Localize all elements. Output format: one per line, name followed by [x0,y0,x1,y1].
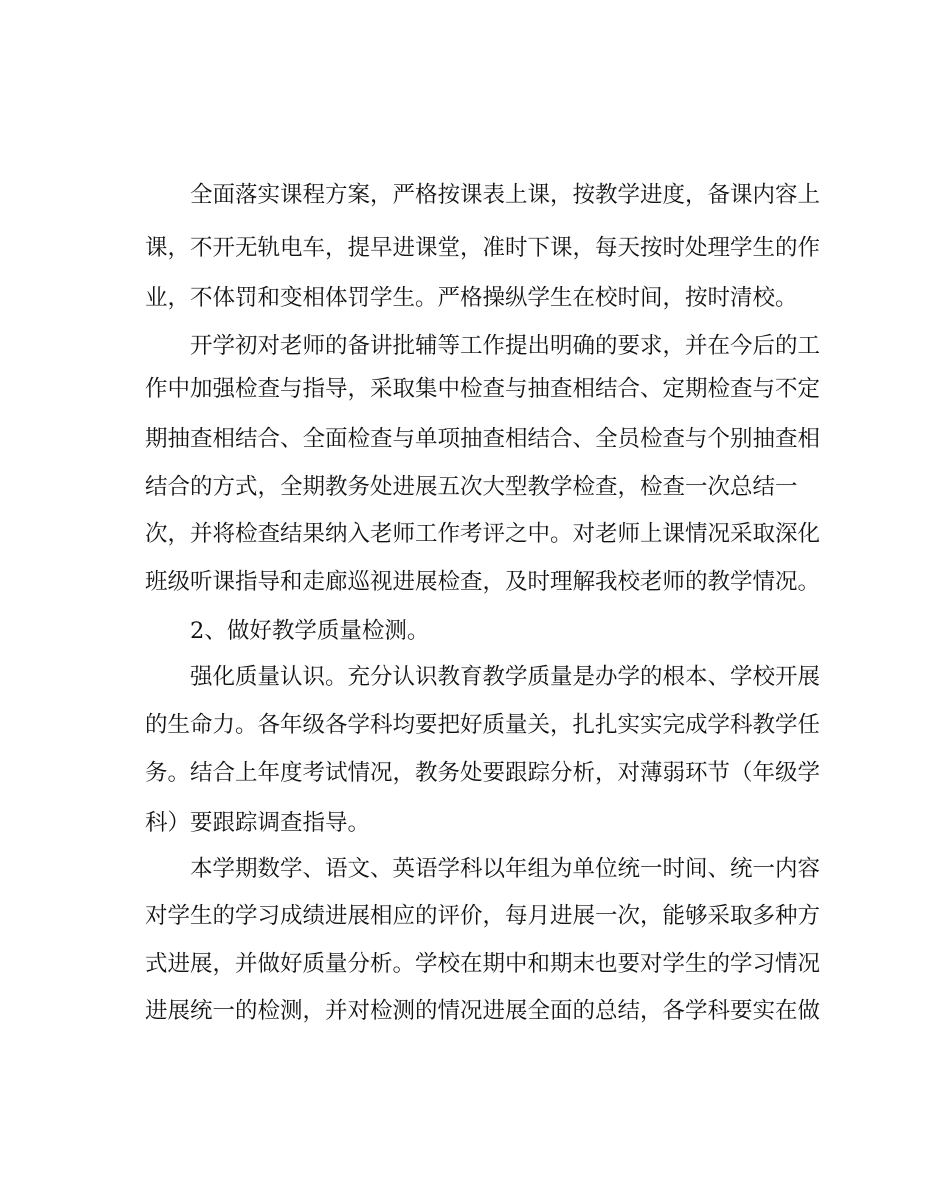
paragraph-line: 作中加强检查与指导，采取集中检查与抽查相结合、定期检查与不定 [145,376,821,402]
paragraph-line: 式进展，并做好质量分析。学校在期中和期末也要对学生的学习情况 [145,951,821,977]
paragraph-line: 本学期数学、语文、英语学科以年组为单位统一时间、统一内容 [190,856,821,882]
paragraph-line: 全面落实课程方案，严格按课表上课，按教学进度，备课内容上 [190,182,821,208]
paragraph-line: 次，并将检查结果纳入老师工作考评之中。对老师上课情况采取深化 [145,521,821,547]
paragraph-line: 对学生的学习成绩进展相应的评价，每月进展一次，能够采取多种方 [145,903,821,929]
paragraph-line: 进展统一的检测，并对检测的情况进展全面的总结，各学科要实在做 [145,998,821,1024]
paragraph-line: 业，不体罚和变相体罚学生。严格操纵学生在校时间，按时清校。 [145,285,798,311]
paragraph-line: 科）要跟踪调查指导。 [145,810,371,836]
paragraph-line: 务。结合上年度考试情况，教务处要跟踪分析，对薄弱环节（年级学 [145,760,821,786]
paragraph-line: 的生命力。各年级各学科均要把好质量关，扎扎实实完成学科教学任 [145,712,821,738]
paragraph-line: 班级听课指导和走廊巡视进展检查，及时理解我校老师的教学情况。 [145,569,821,595]
paragraph-line: 开学初对老师的备讲批辅等工作提出明确的要求，并在今后的工 [190,333,821,359]
paragraph-line: 结合的方式，全期教务处进展五次大型教学检查，检查一次总结一 [145,474,798,500]
paragraph-line: 强化质量认识。充分认识教育教学质量是办学的根本、学校开展 [190,664,821,690]
paragraph-line: 课，不开无轨电车，提早进课堂，准时下课，每天按时处理学生的作 [145,235,821,261]
section-heading: 2、做好教学质量检测。 [190,618,430,644]
paragraph-line: 期抽查相结合、全面检查与单项抽查相结合、全员检查与个别抽查相 [145,426,821,452]
